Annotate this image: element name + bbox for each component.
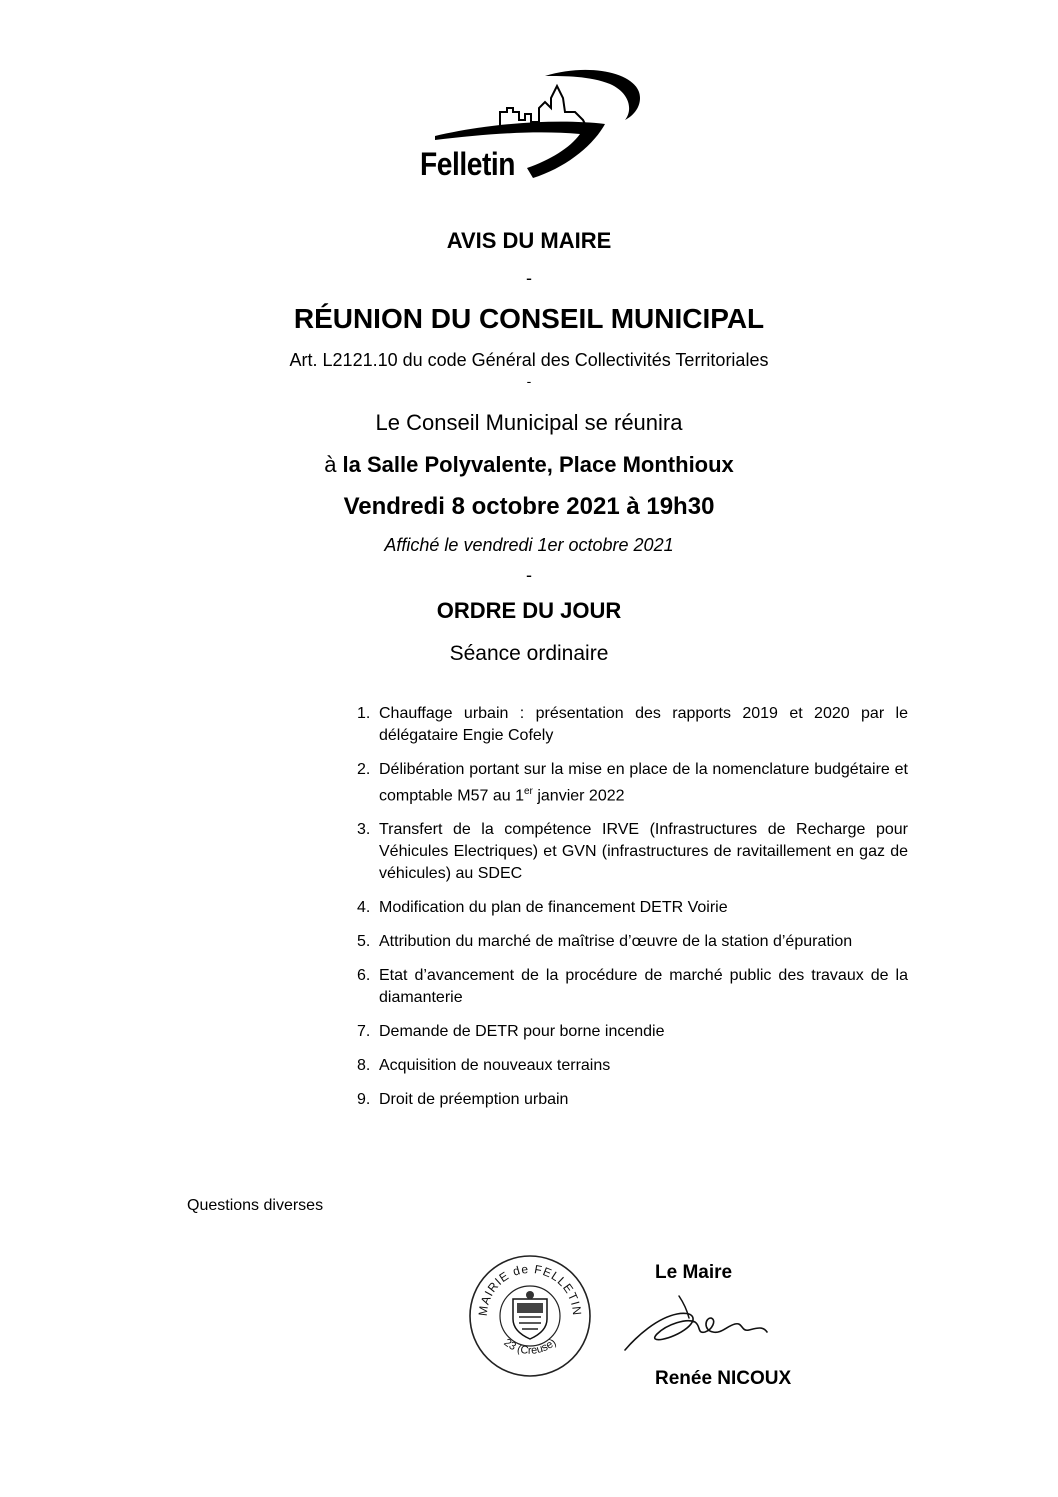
handwritten-signature bbox=[617, 1288, 787, 1354]
page-title: RÉUNION DU CONSEIL MUNICIPAL bbox=[293, 303, 765, 334]
item-text: Droit de préemption urbain bbox=[379, 1091, 569, 1109]
signature-graphic bbox=[617, 1288, 787, 1354]
list-item bbox=[340, 965, 908, 1009]
questions-diverses: Questions diverses bbox=[187, 1197, 324, 1214]
item-number: 6. bbox=[357, 967, 371, 985]
item-text-part: janvier 2022 bbox=[532, 787, 625, 805]
stamp-graphic bbox=[467, 1253, 593, 1379]
stamp-text-bottom: 23 (Creuse) bbox=[501, 1336, 559, 1357]
list-item bbox=[340, 897, 908, 919]
notice-heading: AVIS DU MAIRE bbox=[446, 228, 612, 253]
meeting-intro: Le Conseil Municipal se réunira bbox=[375, 410, 683, 435]
stamp-text-top: MAIRIE de FELLETIN bbox=[475, 1261, 585, 1317]
item-text-superscript: er bbox=[523, 786, 533, 797]
item-text: Chauffage urbain : présentation des rapports 2019 et 2020 par le délégataire Engie Cofely bbox=[379, 705, 908, 744]
coat-of-arms-icon bbox=[513, 1291, 547, 1339]
posted-date: Affiché le vendredi 1er octobre 2021 bbox=[384, 535, 674, 555]
item-text: Transfert de la compétence IRVE (Infrastructures de Recharge pour Véhicules Electriques) et GVN (infrastructures de ravitaillement en gaz de véhicules) au SDEC bbox=[379, 821, 908, 883]
agenda-title: ORDRE DU JOUR bbox=[436, 598, 622, 623]
separator: - bbox=[526, 268, 532, 288]
list-item bbox=[340, 1021, 908, 1043]
item-text: Attribution du marché de maîtrise d’œuvre de la station d’épuration bbox=[379, 933, 853, 951]
logo-text: Felletin bbox=[420, 146, 516, 182]
list-item bbox=[340, 1055, 908, 1077]
item-number: 1. bbox=[357, 705, 371, 722]
list-item bbox=[340, 819, 908, 885]
item-number: 5. bbox=[357, 933, 371, 951]
item-text bbox=[379, 759, 908, 807]
meeting-datetime: Vendredi 8 octobre 2021 à 19h30 bbox=[343, 493, 715, 520]
item-number: 4. bbox=[357, 899, 371, 917]
separator: - bbox=[526, 565, 532, 585]
felletin-logo bbox=[415, 68, 645, 186]
official-stamp bbox=[467, 1253, 593, 1379]
meeting-location-line bbox=[0, 452, 1058, 478]
list-item bbox=[340, 1089, 908, 1111]
item-text: Acquisition de nouveaux terrains bbox=[379, 1057, 611, 1075]
item-number: 2. bbox=[357, 761, 371, 778]
location-prefix: à bbox=[324, 452, 343, 477]
separator: - bbox=[526, 373, 532, 389]
item-text: Etat d’avancement de la procédure de marché public des travaux de la diamanterie bbox=[379, 967, 908, 1007]
list-item bbox=[340, 931, 908, 953]
legal-article: Art. L2121.10 du code Général des Collectivités Territoriales bbox=[289, 350, 769, 370]
item-number: 7. bbox=[357, 1023, 371, 1041]
agenda-subtitle: Séance ordinaire bbox=[449, 642, 609, 665]
agenda-list bbox=[340, 703, 908, 1111]
list-item bbox=[340, 703, 908, 747]
item-number: 3. bbox=[357, 821, 371, 839]
signatory-title: Le Maire bbox=[655, 1262, 733, 1283]
meeting-location: la Salle Polyvalente, Place Monthioux bbox=[342, 452, 734, 477]
item-number: 9. bbox=[357, 1091, 371, 1109]
item-text-part: Délibération portant sur la mise en place de la nomenclature budgétaire et comptable M57 au 1 bbox=[379, 761, 908, 805]
item-number: 8. bbox=[357, 1057, 371, 1075]
item-text: Demande de DETR pour borne incendie bbox=[379, 1023, 665, 1041]
item-text: Modification du plan de financement DETR Voirie bbox=[379, 899, 728, 917]
signatory-name: Renée NICOUX bbox=[655, 1368, 792, 1389]
list-item bbox=[340, 759, 908, 807]
